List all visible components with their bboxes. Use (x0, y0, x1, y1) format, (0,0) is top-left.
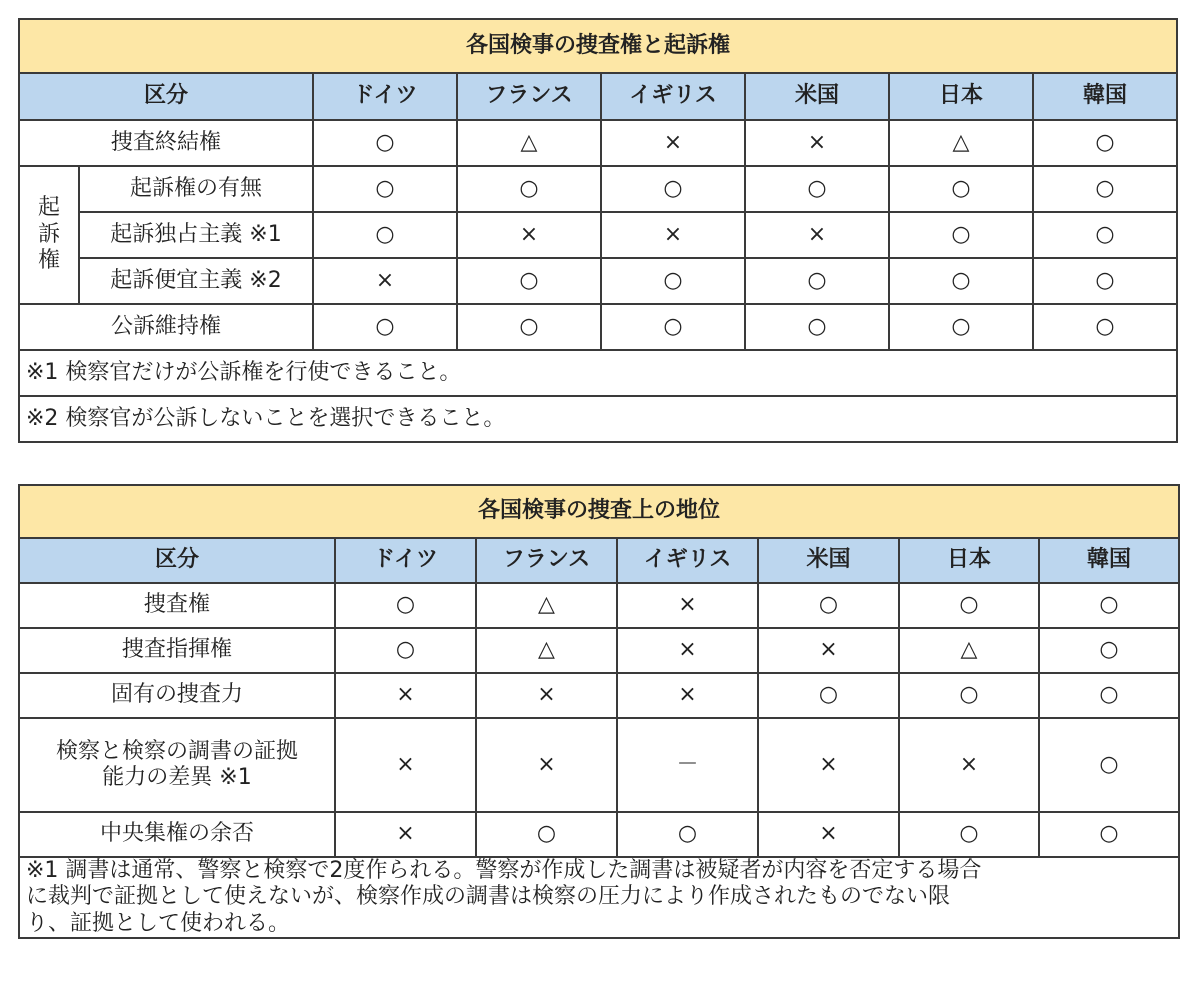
table-row (19, 212, 1177, 258)
cell-mark: ○ (899, 812, 1039, 857)
table-row (19, 304, 1177, 350)
footnote-line: に裁判で証拠として使えないが、検察作成の調書は検察の圧力により作成されたものでない限 (26, 884, 951, 910)
cell-mark: ○ (1033, 212, 1177, 258)
cell-mark: × (335, 812, 476, 857)
header-uk: イギリス (601, 73, 745, 120)
table-row (19, 166, 1177, 212)
cell-mark: ○ (335, 628, 476, 673)
table-row (19, 583, 1179, 628)
group-char: 訴 (37, 221, 60, 247)
cell-mark: × (617, 673, 758, 718)
header-usa: 米国 (745, 73, 889, 120)
cell-mark: ○ (1039, 812, 1179, 857)
cell-mark: ○ (335, 583, 476, 628)
cell-mark: ○ (899, 583, 1039, 628)
footnote-line: ※1 調書は通常、警察と検察で2度作られる。警察が作成した調書は被疑者が内容を否定する場合 (26, 858, 982, 883)
footnote-line: り、証拠として使われる。 (26, 910, 291, 936)
row-label: 起訴便宜主義 ※2 (79, 258, 313, 304)
group-char: 権 (37, 248, 60, 274)
cell-mark: ○ (758, 673, 899, 718)
table-title: 各国検事の捜査上の地位 (19, 485, 1179, 538)
cell-mark: ○ (745, 258, 889, 304)
header-category: 区分 (19, 73, 313, 120)
cell-mark: × (335, 718, 476, 812)
cell-mark: ○ (745, 304, 889, 350)
cell-mark: × (745, 212, 889, 258)
header-germany: ドイツ (313, 73, 457, 120)
cell-mark: × (476, 673, 617, 718)
table-row (19, 673, 1179, 718)
cell-mark: － (617, 718, 758, 812)
group-char: 起 (37, 195, 60, 221)
header-japan: 日本 (899, 538, 1039, 583)
cell-mark: × (899, 718, 1039, 812)
header-france: フランス (457, 73, 601, 120)
cell-mark: × (617, 583, 758, 628)
cell-mark: × (601, 212, 745, 258)
table-row (19, 628, 1179, 673)
cell-mark: × (758, 812, 899, 857)
row-label: 公訴維持権 (19, 304, 313, 350)
cell-mark: × (601, 120, 745, 166)
cell-mark: ○ (745, 166, 889, 212)
row-label: 固有の捜査力 (19, 673, 335, 718)
investigation-status-table (18, 484, 1180, 939)
row-label: 起訴権の有無 (79, 166, 313, 212)
cell-mark: ○ (889, 212, 1033, 258)
table-row (19, 258, 1177, 304)
header-france: フランス (476, 538, 617, 583)
header-usa: 米国 (758, 538, 899, 583)
footnote (19, 857, 1179, 938)
row-label-line: 検察と検察の調書の証拠 (55, 738, 298, 764)
cell-mark: ○ (889, 258, 1033, 304)
table-row (19, 718, 1179, 812)
cell-mark: △ (889, 120, 1033, 166)
header-japan: 日本 (889, 73, 1033, 120)
table-title: 各国検事の捜査権と起訴権 (19, 19, 1177, 73)
table-row (19, 120, 1177, 166)
table-row (19, 812, 1179, 857)
cell-mark: × (476, 718, 617, 812)
cell-mark: ○ (601, 166, 745, 212)
cell-mark: ○ (899, 673, 1039, 718)
investigation-prosecution-table (18, 18, 1178, 443)
cell-mark: ○ (313, 304, 457, 350)
cell-mark: ○ (1033, 258, 1177, 304)
row-label: 中央集権の余否 (19, 812, 335, 857)
cell-mark: ○ (476, 812, 617, 857)
cell-mark: ○ (1039, 673, 1179, 718)
cell-mark: × (335, 673, 476, 718)
row-label (19, 718, 335, 812)
cell-mark: ○ (457, 166, 601, 212)
cell-mark: ○ (1033, 120, 1177, 166)
cell-mark: ○ (1039, 583, 1179, 628)
cell-mark: × (457, 212, 601, 258)
cell-mark: ○ (601, 304, 745, 350)
cell-mark: △ (476, 628, 617, 673)
row-label: 捜査権 (19, 583, 335, 628)
footnote: ※2 検察官が公訴しないことを選択できること。 (19, 396, 1177, 442)
cell-mark: ○ (313, 120, 457, 166)
group-label-prosecution (19, 166, 79, 304)
cell-mark: ○ (313, 212, 457, 258)
row-label: 起訴独占主義 ※1 (79, 212, 313, 258)
row-label-line: 能力の差異 ※1 (102, 765, 252, 790)
footnote: ※1 検察官だけが公訴権を行使できること。 (19, 350, 1177, 396)
cell-mark: ○ (617, 812, 758, 857)
cell-mark: △ (476, 583, 617, 628)
cell-mark: ○ (457, 258, 601, 304)
cell-mark: △ (899, 628, 1039, 673)
cell-mark: ○ (758, 583, 899, 628)
cell-mark: ○ (1033, 304, 1177, 350)
cell-mark: ○ (1033, 166, 1177, 212)
header-germany: ドイツ (335, 538, 476, 583)
cell-mark: ○ (889, 304, 1033, 350)
header-uk: イギリス (617, 538, 758, 583)
cell-mark: × (745, 120, 889, 166)
cell-mark: ○ (1039, 718, 1179, 812)
cell-mark: ○ (457, 304, 601, 350)
cell-mark: ○ (601, 258, 745, 304)
cell-mark: × (758, 628, 899, 673)
header-korea: 韓国 (1033, 73, 1177, 120)
cell-mark: ○ (889, 166, 1033, 212)
cell-mark: × (313, 258, 457, 304)
cell-mark: △ (457, 120, 601, 166)
cell-mark: ○ (1039, 628, 1179, 673)
row-label: 捜査終結権 (19, 120, 313, 166)
row-label: 捜査指揮権 (19, 628, 335, 673)
cell-mark: × (758, 718, 899, 812)
cell-mark: ○ (313, 166, 457, 212)
header-category: 区分 (19, 538, 335, 583)
cell-mark: × (617, 628, 758, 673)
header-korea: 韓国 (1039, 538, 1179, 583)
